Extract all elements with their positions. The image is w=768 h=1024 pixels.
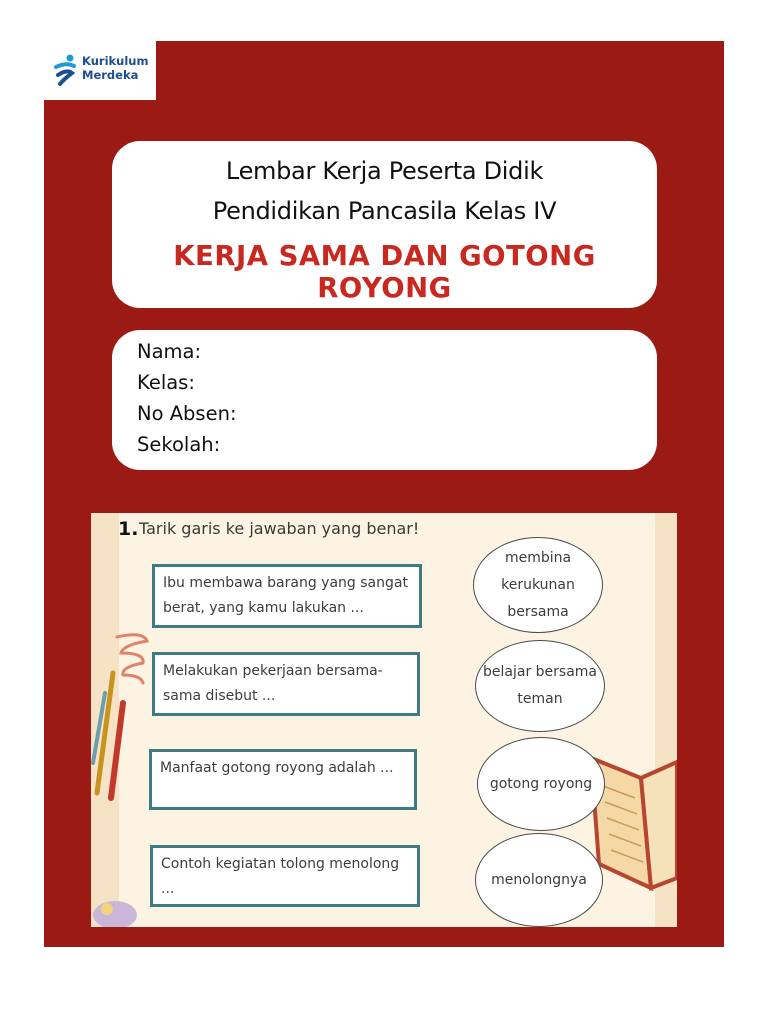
- matching-exercise: [91, 513, 677, 927]
- answer-oval-4: menolongnya: [475, 833, 603, 927]
- kurikulum-merdeka-logo-icon: [52, 53, 78, 87]
- subject-title: Pendidikan Pancasila Kelas IV: [212, 197, 557, 225]
- class-label: Kelas:: [137, 371, 195, 394]
- answer-oval-1: membina kerukunan bersama: [473, 537, 603, 633]
- question-number: 1.: [118, 518, 139, 540]
- exercise-instruction: Tarik garis ke jawaban yang benar!: [139, 519, 420, 538]
- logo-text: [82, 54, 148, 82]
- question-box-4: Contoh kegiatan tolong menolong ...: [150, 845, 420, 907]
- question-box-1: Ibu membawa barang yang sangat berat, yang kamu lakukan ...: [152, 564, 422, 628]
- logo-line-1: Kurikulum: [82, 54, 149, 68]
- logo-line-2: Merdeka: [82, 68, 139, 82]
- student-identity-card: [112, 330, 657, 470]
- topic-title: KERJA SAMA DAN GOTONG ROYONG: [173, 240, 596, 304]
- number-label: No Absen:: [137, 402, 237, 425]
- kurikulum-merdeka-logo: [44, 41, 156, 100]
- answer-oval-3: gotong royong: [477, 737, 605, 831]
- question-box-3: Manfaat gotong royong adalah ...: [149, 749, 417, 810]
- pencils-icon: [91, 663, 131, 803]
- name-label: Nama:: [137, 340, 202, 363]
- worksheet-title: Lembar Kerja Peserta Didik: [225, 157, 544, 185]
- question-box-2: Melakukan pekerjaan bersama-sama disebut ...: [152, 652, 420, 716]
- title-card: [112, 141, 657, 308]
- school-label: Sekolah:: [137, 433, 221, 456]
- answer-oval-2: belajar bersama teman: [475, 640, 605, 732]
- pencil-case-icon: [91, 885, 141, 927]
